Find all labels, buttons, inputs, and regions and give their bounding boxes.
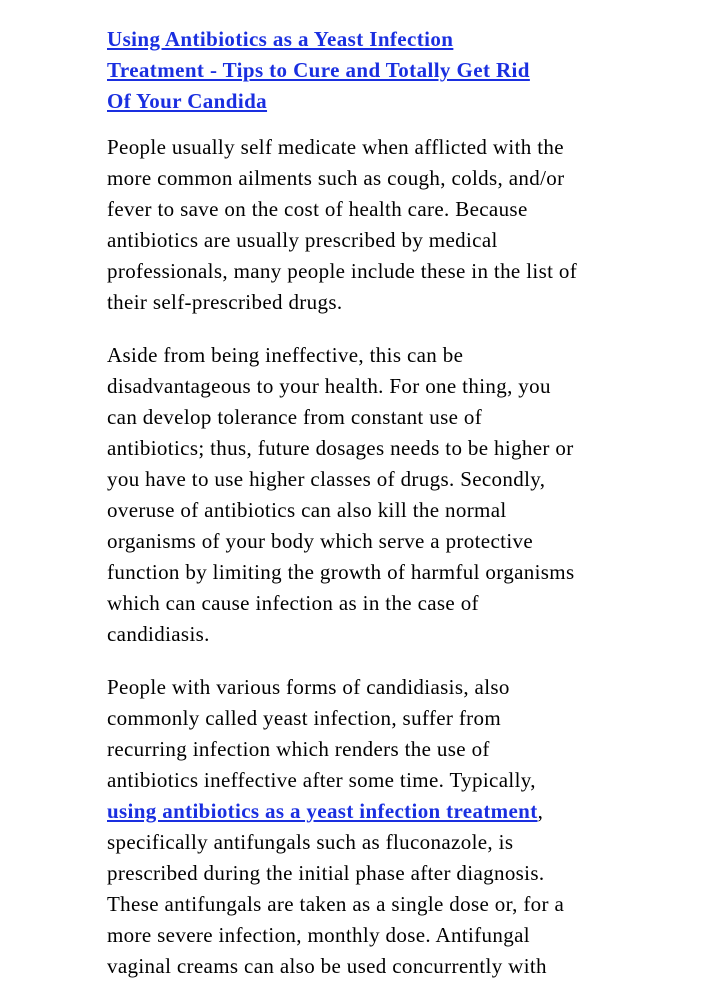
paragraph-2 — [107, 340, 627, 650]
title-line: Using Antibiotics as a Yeast Infection — [107, 27, 454, 51]
title-line: Of Your Candida — [107, 89, 268, 113]
text-line: professionals, many people include these in the list of — [107, 259, 578, 283]
text-line: People with various forms of candidiasis, also — [107, 675, 510, 699]
text-line: commonly called yeast infection, suffer from — [107, 706, 502, 730]
paragraph-3 — [107, 672, 627, 982]
text-line: overuse of antibiotics can also kill the normal — [107, 498, 507, 522]
text-line: recurring infection which renders the use of — [107, 737, 490, 761]
document-page — [107, 24, 627, 982]
text-line: disadvantageous to your health. For one thing, you — [107, 374, 551, 398]
text-line: their self-prescribed drugs. — [107, 290, 343, 314]
text-line: fever to save on the cost of health care. Because — [107, 197, 528, 221]
text-line: function by limiting the growth of harmful organisms — [107, 560, 575, 584]
article-title — [107, 24, 627, 117]
text-line: organisms of your body which serve a protective — [107, 529, 534, 553]
text-line: Aside from being ineffective, this can be — [107, 343, 464, 367]
text-line: antibiotics ineffective after some time. Typically, — [107, 768, 536, 792]
link-trailing-punctuation: , — [537, 799, 544, 823]
text-line: more common ailments such as cough, colds, and/or — [107, 166, 565, 190]
yeast-infection-treatment-link[interactable]: using antibiotics as a yeast infection treatment — [107, 799, 538, 823]
text-line: candidiasis. — [107, 622, 210, 646]
text-line: antibiotics are usually prescribed by medical — [107, 228, 498, 252]
text-line: can develop tolerance from constant use of — [107, 405, 483, 429]
text-line: These antifungals are taken as a single dose or, for a — [107, 892, 565, 916]
text-line: which can cause infection as in the case of — [107, 591, 479, 615]
text-line: vaginal creams can also be used concurrently with — [107, 954, 547, 978]
text-line: you have to use higher classes of drugs. Secondly, — [107, 467, 546, 491]
text-line: antibiotics; thus, future dosages needs to be higher or — [107, 436, 574, 460]
text-line: specifically antifungals such as fluconazole, is — [107, 830, 514, 854]
title-line: Treatment - Tips to Cure and Totally Get Rid — [107, 58, 530, 82]
paragraph-1 — [107, 132, 627, 318]
text-line: more severe infection, monthly dose. Antifungal — [107, 923, 530, 947]
title-link[interactable] — [107, 27, 530, 113]
text-line: prescribed during the initial phase after diagnosis. — [107, 861, 545, 885]
text-line: People usually self medicate when afflicted with the — [107, 135, 564, 159]
